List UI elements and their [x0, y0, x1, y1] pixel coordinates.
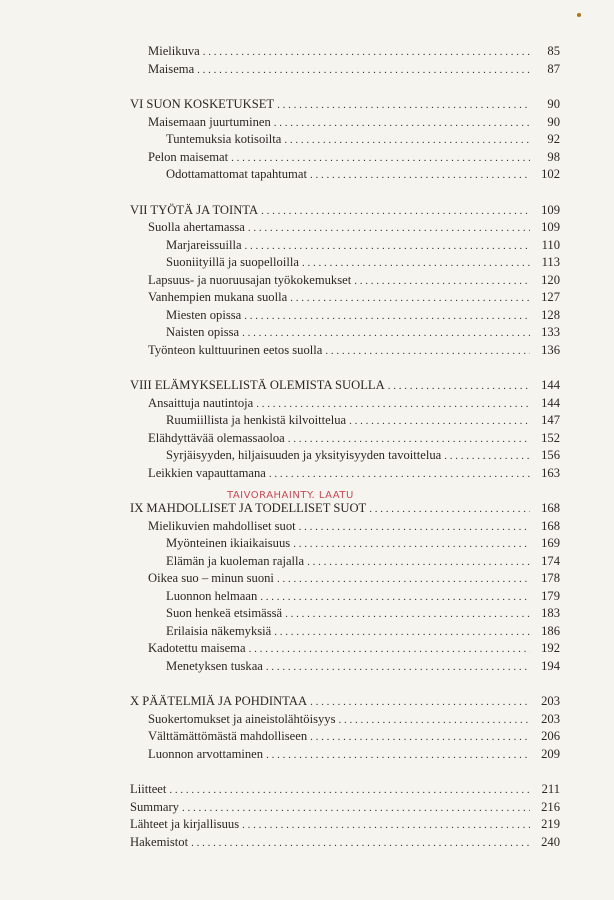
toc-entry-page: 216 — [541, 799, 560, 814]
toc-entry-page: 174 — [541, 553, 560, 568]
dot-leader — [277, 571, 530, 589]
toc-entry-page: 110 — [541, 237, 560, 252]
dot-leader — [249, 641, 530, 659]
toc-entry-page: 206 — [541, 729, 560, 743]
toc-entry-title: Maisema — [148, 61, 195, 76]
dot-leader — [288, 431, 530, 449]
dot-leader — [182, 800, 530, 818]
toc-group — [130, 202, 560, 360]
dot-leader — [310, 694, 530, 712]
toc-entry-title: Elämän ja kuoleman rajalla — [166, 553, 305, 568]
dot-leader — [354, 273, 530, 291]
toc-entry — [130, 465, 560, 483]
toc-entry — [130, 816, 560, 834]
toc-entry-page: 87 — [547, 61, 560, 76]
dot-leader — [245, 238, 530, 256]
dot-leader — [302, 255, 530, 273]
toc-entry — [130, 623, 560, 641]
toc-entry-page: 168 — [541, 501, 560, 515]
toc-entry — [130, 114, 560, 132]
dot-leader — [274, 115, 530, 133]
dot-leader — [266, 747, 530, 765]
dot-leader — [242, 817, 530, 835]
toc-entry-page: 163 — [541, 465, 560, 480]
dot-leader — [325, 343, 530, 361]
toc-entry-page: 203 — [541, 711, 560, 726]
toc-entry — [130, 166, 560, 184]
toc-group — [130, 43, 560, 78]
toc-entry-title: Odottamattomat tapahtumat — [166, 167, 307, 181]
dot-leader — [369, 501, 530, 519]
group-gap — [130, 359, 560, 377]
toc-entry-page: 133 — [541, 325, 560, 339]
toc-entry-title: Leikkien vapauttamana — [148, 465, 266, 480]
toc-entry — [130, 395, 560, 413]
group-gap — [130, 675, 560, 693]
toc-entry-title: Suoniityillä ja suopelloilla — [166, 255, 299, 269]
dot-leader — [169, 782, 530, 800]
toc-entry-title: VII TYÖTÄ JA TOINTA — [130, 202, 259, 217]
group-gap — [130, 184, 560, 202]
toc-entry — [130, 588, 560, 606]
dot-leader — [290, 290, 530, 308]
toc-entry-title: Syrjäisyyden, hiljaisuuden ja yksityisyyden tavoittelua — [166, 448, 442, 462]
toc-group — [130, 500, 560, 675]
toc-entry — [130, 324, 560, 342]
toc-entry — [130, 728, 560, 746]
toc-entry — [130, 61, 560, 79]
toc-entry — [130, 254, 560, 272]
toc-entry-title: Luonnon helmaan — [166, 588, 258, 603]
toc-group — [130, 377, 560, 482]
toc-entry-page: 120 — [541, 272, 560, 287]
dot-leader — [244, 308, 530, 326]
toc-group — [130, 96, 560, 184]
toc-entry-title: Vanhempien mukana suolla — [148, 290, 288, 304]
toc-entry-title: Miesten opissa — [166, 307, 242, 322]
toc-entry-page: 169 — [541, 536, 560, 550]
toc-entry — [130, 711, 560, 729]
toc-entry-title: Tuntemuksia kotisoilta — [166, 132, 282, 146]
toc-entry-title: Liitteet — [130, 782, 167, 796]
toc-entry — [130, 202, 560, 220]
toc-entry-page: 109 — [541, 202, 560, 217]
toc-entry — [130, 219, 560, 237]
toc-entry — [130, 237, 560, 255]
toc-entry-title: Myönteinen ikiaikaisuus — [166, 536, 291, 550]
toc-entry-page: 240 — [541, 834, 560, 849]
toc-entry-page: 168 — [541, 518, 560, 533]
toc-entry-page: 113 — [541, 255, 560, 269]
dot-leader — [266, 659, 530, 677]
toc-entry-title: Suolla ahertamassa — [148, 220, 245, 234]
toc-entry-page: 144 — [541, 395, 560, 410]
dot-leader — [444, 448, 530, 466]
toc-entry-page: 211 — [541, 782, 560, 796]
toc-entry-title: VI SUON KOSKETUKSET — [130, 97, 275, 111]
toc-group — [130, 781, 560, 851]
toc-entry-title: Työnteon kulttuurinen eetos suolla — [148, 342, 323, 357]
toc-entry-page: 209 — [541, 746, 560, 761]
toc-entry-page: 179 — [541, 588, 560, 603]
dot-leader — [277, 97, 530, 115]
toc-entry — [130, 693, 560, 711]
toc-entry-page: 136 — [541, 342, 560, 357]
toc-entry — [130, 553, 560, 571]
toc-entry-title: Marjareissuilla — [166, 237, 242, 252]
toc-entry — [130, 605, 560, 623]
dot-leader — [310, 167, 530, 185]
toc-entry-page: 85 — [547, 44, 560, 58]
toc-entry — [130, 518, 560, 536]
dot-leader — [242, 325, 530, 343]
toc-entry-title: Hakemistot — [130, 834, 189, 849]
toc-entry — [130, 412, 560, 430]
toc-entry-page: 192 — [541, 641, 560, 655]
toc-group — [130, 693, 560, 763]
toc-entry — [130, 447, 560, 465]
toc-entry-page: 183 — [541, 606, 560, 620]
table-of-contents — [130, 43, 560, 851]
toc-entry-title: Ruumiillista ja henkistä kilvoittelua — [166, 413, 347, 427]
dot-leader — [388, 378, 530, 396]
dot-leader — [349, 413, 530, 431]
toc-entry — [130, 640, 560, 658]
dot-leader — [248, 220, 530, 238]
toc-entry-page: 98 — [547, 149, 560, 164]
toc-entry — [130, 43, 560, 61]
toc-entry-title: Elähdyttävää olemassaoloa — [148, 430, 285, 445]
dot-leader — [285, 606, 530, 624]
toc-entry-page: 90 — [547, 114, 560, 129]
toc-entry-page: 156 — [541, 448, 560, 462]
toc-entry-title: Erilaisia näkemyksiä — [166, 623, 272, 638]
dot-leader — [339, 712, 531, 730]
toc-entry-title: Mielikuvien mahdolliset suot — [148, 518, 296, 533]
dot-leader — [269, 466, 530, 484]
toc-entry — [130, 272, 560, 290]
toc-entry-title: Maisemaan juurtuminen — [148, 114, 271, 129]
toc-entry-page: 128 — [541, 307, 560, 322]
group-gap — [130, 763, 560, 781]
toc-entry-title: Oikea suo – minun suoni — [148, 571, 274, 585]
dot-leader — [203, 44, 530, 62]
toc-entry-title: Naisten opissa — [166, 325, 240, 339]
toc-entry-page: 144 — [541, 378, 560, 392]
toc-entry-page: 178 — [541, 571, 560, 585]
dot-leader — [310, 729, 530, 747]
toc-entry — [130, 799, 560, 817]
dot-leader — [299, 519, 530, 537]
toc-entry-page: 194 — [541, 658, 560, 673]
toc-entry-title: Suon henkeä etsimässä — [166, 606, 283, 620]
toc-entry-title: Ansaittuja nautintoja — [148, 395, 254, 410]
dot-leader — [231, 150, 530, 168]
dot-leader — [191, 835, 530, 853]
group-gap — [130, 78, 560, 96]
toc-entry — [130, 535, 560, 553]
toc-entry — [130, 500, 560, 518]
dot-leader — [261, 203, 530, 221]
toc-entry — [130, 377, 560, 395]
toc-entry-title: IX MAHDOLLISET JA TODELLISET SUOT — [130, 501, 367, 515]
dot-leader — [274, 624, 530, 642]
toc-entry-title: Mielikuva — [148, 44, 200, 58]
toc-entry — [130, 658, 560, 676]
toc-entry — [130, 289, 560, 307]
toc-entry-title: Menetyksen tuskaa — [166, 658, 263, 673]
toc-entry-page: 186 — [541, 623, 560, 638]
toc-entry-page: 102 — [541, 167, 560, 181]
toc-entry-page: 92 — [547, 132, 560, 146]
toc-entry — [130, 307, 560, 325]
watermark-stamp: TAIVORAHAINTY. LAATU — [227, 490, 354, 501]
dot-leader — [307, 554, 530, 572]
corner-mark — [577, 13, 581, 17]
toc-entry-title: Lapsuus- ja nuoruusajan työkokemukset — [148, 272, 352, 287]
dot-leader — [293, 536, 530, 554]
toc-entry-page: 219 — [541, 817, 560, 831]
toc-entry-page: 147 — [541, 413, 560, 427]
toc-entry-title: Luonnon arvottaminen — [148, 746, 264, 761]
toc-entry-page: 127 — [541, 290, 560, 304]
toc-entry — [130, 149, 560, 167]
dot-leader — [260, 589, 530, 607]
toc-entry-title: Kadotettu maisema — [148, 641, 246, 655]
toc-entry-title: VIII ELÄMYKSELLISTÄ OLEMISTA SUOLLA — [130, 378, 385, 392]
dot-leader — [197, 62, 530, 80]
toc-entry — [130, 96, 560, 114]
dot-leader — [256, 396, 530, 414]
toc-entry — [130, 342, 560, 360]
toc-entry — [130, 834, 560, 852]
toc-entry — [130, 131, 560, 149]
toc-entry-title: Suokertomukset ja aineistolähtöisyys — [148, 711, 336, 726]
toc-entry-title: Lähteet ja kirjallisuus — [130, 817, 240, 831]
toc-entry-title: Välttämättömästä mahdolliseen — [148, 729, 308, 743]
toc-entry-title: Pelon maisemat — [148, 149, 229, 164]
toc-entry-page: 90 — [547, 97, 560, 111]
toc-entry — [130, 781, 560, 799]
toc-entry — [130, 570, 560, 588]
toc-entry-title: Summary — [130, 799, 179, 814]
toc-entry — [130, 430, 560, 448]
toc-entry-page: 152 — [541, 430, 560, 445]
toc-entry-page: 203 — [541, 694, 560, 708]
toc-entry-title: X PÄÄTELMIÄ JA POHDINTAA — [130, 694, 308, 708]
dot-leader — [284, 132, 530, 150]
toc-entry-page: 109 — [541, 220, 560, 234]
toc-entry — [130, 746, 560, 764]
